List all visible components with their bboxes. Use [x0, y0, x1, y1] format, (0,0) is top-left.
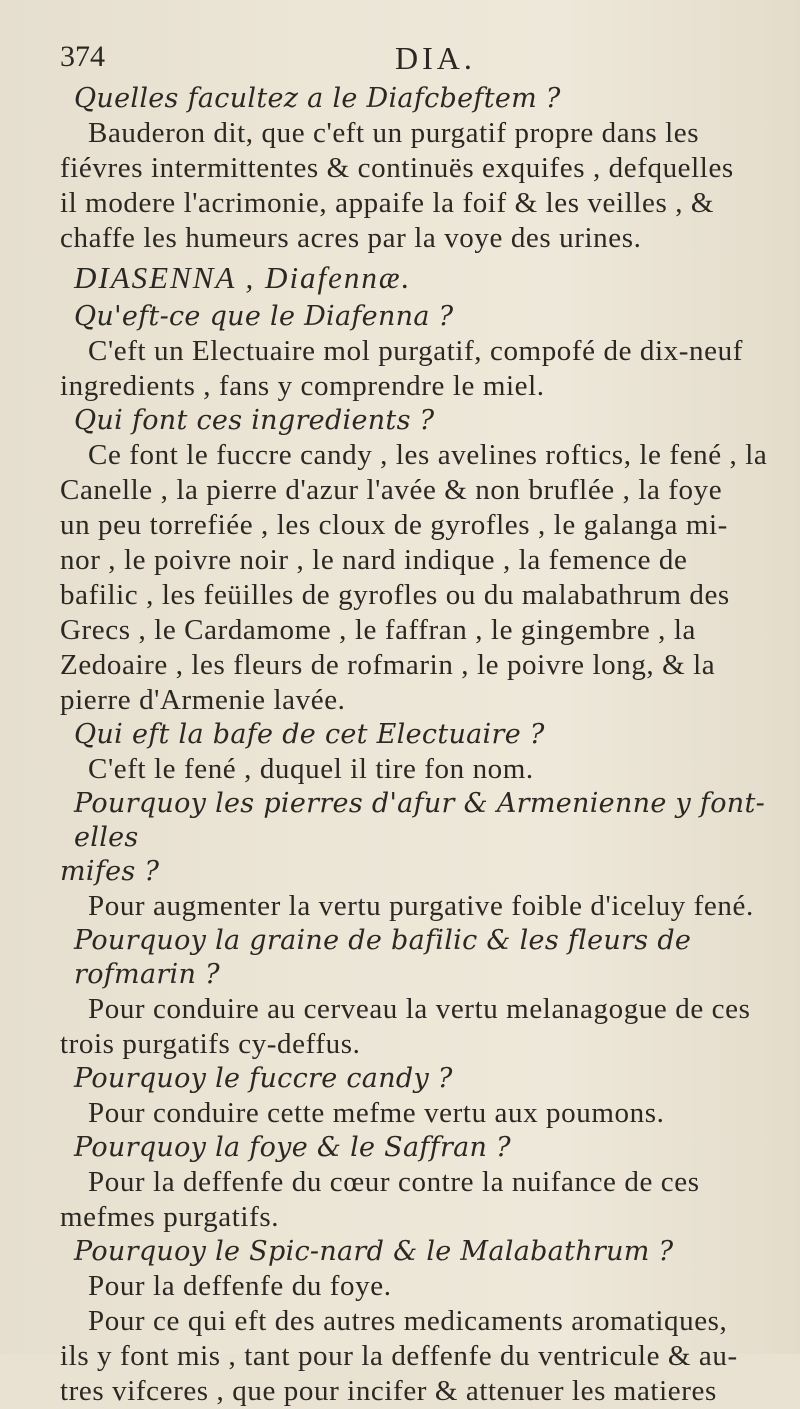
- answer-block: [60, 1304, 780, 1409]
- text-line: mifes ?: [60, 856, 160, 887]
- text-line: Pour augmenter la vertu purgative foible d'iceluy fené.: [88, 890, 754, 922]
- text-line: il modere l'acrimonie, appaife la foif & les veilles , &: [60, 187, 715, 219]
- answer-block: [60, 992, 780, 1062]
- question-block: [60, 787, 780, 889]
- text-line: mefmes purgatifs.: [60, 1201, 280, 1233]
- answer-block: [60, 334, 780, 404]
- text-line: trois purgatifs cy-deffus.: [60, 1028, 361, 1060]
- answer-block: [60, 1269, 780, 1304]
- text-line: Pour ce qui eft des autres medicaments aromatiques,: [88, 1305, 728, 1337]
- text-line: ils y font mis , tant pour la deffenfe du ventricule & au-: [60, 1340, 738, 1372]
- text-line: Grecs , le Cardamome , le faffran , le gingembre , la: [60, 614, 696, 646]
- text-line: Qui eft la bafe de cet Electuaire ?: [74, 719, 545, 750]
- text-line: Qu'eft-ce que le Diafenna ?: [74, 301, 454, 332]
- text-line: Ce font le fuccre candy , les avelines roftics, le fené , la: [88, 439, 768, 471]
- running-head: DIA.: [395, 40, 476, 76]
- answer-block: [60, 889, 780, 924]
- question-block: [60, 404, 780, 438]
- section-title-block: [60, 258, 780, 298]
- text-line: Pourquoy la graine de bafilic & les fleurs de rofmarin ?: [74, 925, 692, 990]
- text-line: Canelle , la pierre d'azur l'avée & non bruflée , la foye: [60, 474, 723, 506]
- text-line: ingredients , fans y comprendre le miel.: [60, 370, 545, 402]
- question-block: [60, 1131, 780, 1165]
- question-block: [60, 1235, 780, 1269]
- text-line: nor , le poivre noir , le nard indique , la femence de: [60, 544, 688, 576]
- page-number: 374: [60, 40, 105, 73]
- text-line: Qui font ces ingredients ?: [74, 405, 435, 436]
- question-block: [60, 300, 780, 334]
- question-block: [60, 1062, 780, 1096]
- text-line: fiévres intermittentes & continuës exquifes , defquelles: [60, 152, 734, 184]
- answer-block: [60, 438, 780, 718]
- text-line: pierre d'Armenie lavée.: [60, 684, 346, 716]
- text-line: tres vifceres , que pour incifer & attenuer les matieres: [60, 1375, 717, 1407]
- page-header: [60, 40, 780, 82]
- answer-block: [60, 1165, 780, 1235]
- page-text: [60, 82, 780, 1409]
- text-line: Pourquoy la foye & le Saffran ?: [74, 1132, 511, 1163]
- question-block: [60, 82, 780, 116]
- text-line: Pour la deffenfe du foye.: [88, 1270, 392, 1302]
- text-line: Zedoaire , les fleurs de rofmarin , le poivre long, & la: [60, 649, 716, 681]
- answer-block: [60, 1096, 780, 1131]
- text-line: un peu torrefiée , les cloux de gyrofles , le galanga mi-: [60, 509, 728, 541]
- text-line: Pour conduire cette mefme vertu aux poumons.: [88, 1097, 665, 1129]
- text-line: Pourquoy le fuccre candy ?: [74, 1063, 453, 1094]
- text-line: C'eft un Electuaire mol purgatif, compofé de dix-neuf: [88, 335, 743, 367]
- text-line: C'eft le fené , duquel il tire fon nom.: [88, 753, 534, 785]
- text-line: Pour conduire au cerveau la vertu melanagogue de ces: [88, 993, 751, 1025]
- text-line: bafilic , les feüilles de gyrofles ou du malabathrum des: [60, 579, 730, 611]
- text-line: chaffe les humeurs acres par la voye des urines.: [60, 222, 642, 254]
- text-line: Pourquoy les pierres d'afur & Armenienne y font-elles: [74, 788, 766, 853]
- question-block: [60, 924, 780, 992]
- text-line: Bauderon dit, que c'eft un purgatif propre dans les: [88, 117, 700, 149]
- answer-block: [60, 752, 780, 787]
- text-line: Quelles facultez a le Diafcbeftem ?: [74, 83, 561, 114]
- question-block: [60, 718, 780, 752]
- answer-block: [60, 116, 780, 256]
- text-line: Pourquoy le Spic-nard & le Malabathrum ?: [74, 1236, 674, 1267]
- text-line: DIASENNA , Diafennæ.: [74, 260, 412, 295]
- text-line: Pour la deffenfe du cœur contre la nuifance de ces: [88, 1166, 700, 1198]
